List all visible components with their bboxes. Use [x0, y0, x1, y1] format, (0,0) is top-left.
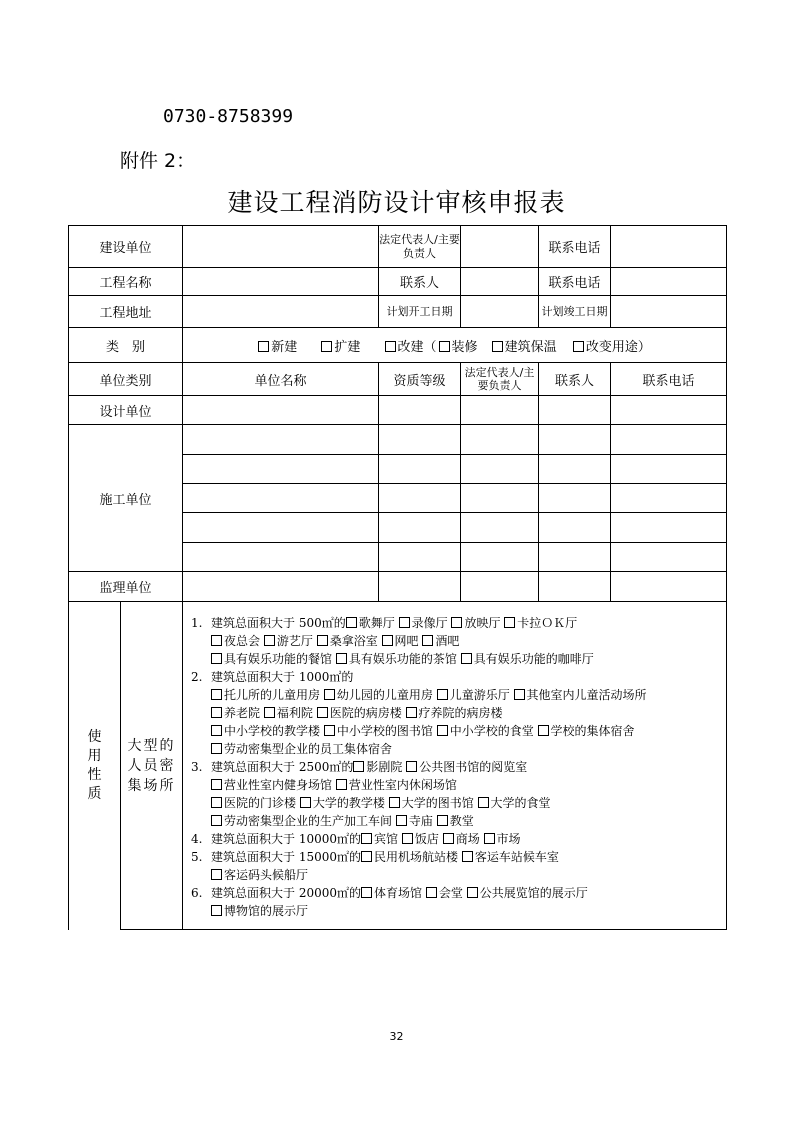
use-option-line	[191, 686, 726, 704]
use-option-line	[191, 740, 726, 758]
field-project-address[interactable]	[183, 296, 379, 328]
field-construction-phone[interactable]	[611, 513, 727, 543]
use-checkbox[interactable]	[336, 653, 347, 664]
use-checkbox[interactable]	[264, 635, 275, 646]
use-nature-char: 性	[87, 766, 102, 783]
option-change-use: 改变用途）	[585, 339, 651, 355]
use-checkbox[interactable]	[346, 617, 357, 628]
use-option-line	[191, 704, 726, 722]
use-checkbox[interactable]	[211, 779, 222, 790]
field-construction-contact[interactable]	[539, 543, 611, 572]
label-contact-phone: 联系电话	[539, 226, 611, 268]
use-group-heading	[191, 848, 726, 866]
field-supervision-qual[interactable]	[379, 572, 461, 602]
use-nature-char: 质	[87, 785, 102, 802]
use-option-label: 录像厅	[411, 616, 448, 630]
option-expand: 扩建	[334, 339, 361, 355]
use-checkbox[interactable]	[353, 761, 364, 772]
use-option-label: 商场	[455, 832, 480, 846]
field-construction-rep[interactable]	[461, 543, 539, 572]
use-option-label: 养老院	[224, 706, 261, 720]
use-option-line	[191, 776, 726, 794]
use-option-label: 托儿所的儿童用房	[224, 688, 321, 702]
use-option-line	[191, 794, 726, 812]
use-checkbox[interactable]	[478, 797, 489, 808]
checkbox-insulation[interactable]	[492, 341, 503, 352]
checkbox-expand[interactable]	[321, 341, 332, 352]
field-construction-qual[interactable]	[379, 543, 461, 572]
use-option-line	[191, 902, 726, 920]
use-checkbox[interactable]	[437, 689, 448, 700]
use-checkbox[interactable]	[467, 887, 478, 898]
label-project-address: 工程地址	[69, 296, 183, 328]
use-checkbox[interactable]	[300, 797, 311, 808]
use-group-heading	[191, 614, 726, 632]
use-option-label: 营业性室内健身场馆	[224, 778, 333, 792]
use-option-line	[191, 632, 726, 650]
header-contact: 联系人	[539, 363, 611, 396]
header-qualification: 资质等级	[379, 363, 461, 396]
use-option-label: 网吧	[394, 634, 419, 648]
use-option-label: 民用机场航站楼	[374, 850, 459, 864]
field-construction-name[interactable]	[183, 425, 379, 455]
use-checkbox[interactable]	[389, 797, 400, 808]
option-rebuild: 改建（	[397, 339, 437, 355]
field-contact-phone-2[interactable]	[611, 268, 727, 296]
header-legal-rep: 法定代表人/主要负责人	[461, 363, 539, 396]
use-group-number: 1.	[191, 616, 203, 630]
field-design-contact[interactable]	[539, 396, 611, 425]
field-construction-contact[interactable]	[539, 484, 611, 513]
use-option-label: 博物馆的展示厅	[224, 904, 309, 918]
use-checkbox[interactable]	[402, 833, 413, 844]
checkbox-new[interactable]	[258, 341, 269, 352]
phone-number: 0730-8758399	[163, 106, 294, 127]
use-option-label: 疗养院的病房楼	[418, 706, 503, 720]
use-nature-char: 使	[87, 728, 102, 745]
field-supervision-name[interactable]	[183, 572, 379, 602]
use-option-label: 大学的教学楼	[312, 796, 385, 810]
field-construction-qual[interactable]	[379, 455, 461, 484]
use-option-label: 医院的病房楼	[329, 706, 402, 720]
label-plan-finish: 计划竣工日期	[539, 296, 611, 328]
label-use-nature	[69, 602, 121, 930]
use-checkbox[interactable]	[211, 905, 222, 916]
field-construction-qual[interactable]	[379, 513, 461, 543]
header-unit-name: 单位名称	[183, 363, 379, 396]
label-contact-person: 联系人	[379, 268, 461, 296]
checkbox-change-use[interactable]	[573, 341, 584, 352]
use-option-label: 游艺厅	[276, 634, 313, 648]
use-option-label: 医院的门诊楼	[224, 796, 297, 810]
use-group-number: 4.	[191, 832, 203, 846]
use-checkbox[interactable]	[422, 635, 433, 646]
use-group-heading	[191, 830, 726, 848]
use-option-label: 其他室内儿童活动场所	[526, 688, 647, 702]
field-construction-rep[interactable]	[461, 425, 539, 455]
field-design-name[interactable]	[183, 396, 379, 425]
label-project-name: 工程名称	[69, 268, 183, 296]
use-option-label: 桑拿浴室	[329, 634, 378, 648]
use-option-label: 具有娱乐功能的咖啡厅	[473, 652, 594, 666]
field-construction-phone[interactable]	[611, 543, 727, 572]
header-phone: 联系电话	[611, 363, 727, 396]
use-option-label: 影剧院	[366, 760, 403, 774]
category-options	[183, 328, 727, 363]
use-checkbox[interactable]	[211, 743, 222, 754]
use-checkbox[interactable]	[324, 689, 335, 700]
use-checkbox[interactable]	[406, 761, 417, 772]
use-option-line	[191, 722, 726, 740]
use-group-text: 建筑总面积大于 500㎡的	[211, 616, 346, 630]
use-option-label: 寺庙	[408, 814, 433, 828]
field-build-unit[interactable]	[183, 226, 379, 268]
field-supervision-rep[interactable]	[461, 572, 539, 602]
use-option-label: 饭店	[414, 832, 439, 846]
field-contact-phone[interactable]	[611, 226, 727, 268]
use-checkbox[interactable]	[538, 725, 549, 736]
use-checkbox[interactable]	[361, 833, 372, 844]
use-checkbox[interactable]	[211, 869, 222, 880]
use-checkbox[interactable]	[514, 689, 525, 700]
field-construction-rep[interactable]	[461, 455, 539, 484]
field-supervision-phone[interactable]	[611, 572, 727, 602]
page-number: 32	[389, 1030, 404, 1043]
use-checkbox[interactable]	[336, 779, 347, 790]
use-checkbox[interactable]	[317, 635, 328, 646]
use-group-number: 3.	[191, 760, 203, 774]
field-construction-contact[interactable]	[539, 425, 611, 455]
use-option-label: 教堂	[449, 814, 474, 828]
field-construction-phone[interactable]	[611, 484, 727, 513]
label-category: 类 别	[69, 328, 183, 363]
use-group-number: 5.	[191, 850, 203, 864]
field-plan-finish[interactable]	[611, 296, 727, 328]
use-options	[183, 602, 727, 930]
use-option-label: 幼儿园的儿童用房	[336, 688, 433, 702]
use-option-label: 劳动密集型企业的员工集体宿舍	[224, 742, 393, 756]
field-construction-contact[interactable]	[539, 455, 611, 484]
field-design-rep[interactable]	[461, 396, 539, 425]
use-option-label: 客运车站候车室	[474, 850, 559, 864]
header-unit-type: 单位类别	[69, 363, 183, 396]
use-group-text: 建筑总面积大于 15000㎡的	[211, 850, 362, 864]
use-checkbox[interactable]	[361, 851, 372, 862]
use-checkbox[interactable]	[399, 617, 410, 628]
field-construction-name[interactable]	[183, 484, 379, 513]
use-option-label: 歌舞厅	[358, 616, 395, 630]
field-contact-person[interactable]	[461, 268, 539, 296]
label-design-unit: 设计单位	[69, 396, 183, 425]
use-checkbox[interactable]	[426, 887, 437, 898]
use-checkbox[interactable]	[211, 635, 222, 646]
use-option-label: 夜总会	[224, 634, 261, 648]
use-group-text: 建筑总面积大于 20000㎡的	[211, 886, 362, 900]
field-construction-rep[interactable]	[461, 484, 539, 513]
use-checkbox[interactable]	[396, 815, 407, 826]
use-checkbox[interactable]	[437, 725, 448, 736]
field-construction-qual[interactable]	[379, 425, 461, 455]
use-nature-text	[69, 728, 120, 804]
use-group-text: 建筑总面积大于 2500㎡的	[211, 760, 354, 774]
use-options-list	[191, 614, 726, 920]
use-checkbox[interactable]	[324, 725, 335, 736]
use-checkbox[interactable]	[211, 653, 222, 664]
field-construction-name[interactable]	[183, 513, 379, 543]
field-plan-start[interactable]	[461, 296, 539, 328]
field-construction-name[interactable]	[183, 455, 379, 484]
checkbox-rebuild[interactable]	[385, 341, 396, 352]
use-option-label: 儿童游乐厅	[449, 688, 510, 702]
label-construction-unit: 施工单位	[69, 425, 183, 572]
use-option-label: 中小学校的食堂	[449, 724, 534, 738]
use-option-label: 会堂	[438, 886, 463, 900]
use-option-line	[191, 812, 726, 830]
use-checkbox[interactable]	[406, 707, 417, 718]
label-crowded-place	[121, 602, 183, 930]
option-insulation: 建筑保温	[504, 339, 557, 355]
use-option-label: 学校的集体宿舍	[550, 724, 635, 738]
use-option-label: 公共图书馆的阅览室	[419, 760, 528, 774]
use-checkbox[interactable]	[361, 887, 372, 898]
use-option-label: 具有娱乐功能的茶馆	[348, 652, 457, 666]
use-option-label: 福利院	[276, 706, 313, 720]
use-option-label: 公共展览馆的展示厅	[479, 886, 588, 900]
use-group-text: 建筑总面积大于 10000㎡的	[211, 832, 362, 846]
label-supervision-unit: 监理单位	[69, 572, 183, 602]
use-checkbox[interactable]	[211, 689, 222, 700]
use-checkbox[interactable]	[462, 851, 473, 862]
use-option-label: 客运码头候船厅	[224, 868, 309, 882]
use-checkbox[interactable]	[461, 653, 472, 664]
field-legal-rep[interactable]	[461, 226, 539, 268]
use-option-label: 卡拉ＯＫ厅	[517, 616, 578, 630]
application-form-table	[68, 225, 727, 930]
use-option-label: 放映厅	[464, 616, 501, 630]
use-group-heading	[191, 884, 726, 902]
use-checkbox[interactable]	[211, 725, 222, 736]
label-contact-phone-2: 联系电话	[539, 268, 611, 296]
use-checkbox[interactable]	[382, 635, 393, 646]
use-option-label: 体育场馆	[374, 886, 423, 900]
field-construction-phone[interactable]	[611, 455, 727, 484]
field-construction-name[interactable]	[183, 543, 379, 572]
use-option-label: 劳动密集型企业的生产加工车间	[224, 814, 393, 828]
label-legal-rep: 法定代表人/主要负责人	[379, 226, 461, 268]
field-project-name[interactable]	[183, 268, 379, 296]
label-build-unit: 建设单位	[69, 226, 183, 268]
field-supervision-contact[interactable]	[539, 572, 611, 602]
option-new: 新建	[271, 339, 298, 355]
use-option-label: 大学的食堂	[490, 796, 551, 810]
field-construction-contact[interactable]	[539, 513, 611, 543]
use-option-label: 中小学校的图书馆	[336, 724, 433, 738]
use-option-label: 营业性室内休闲场馆	[348, 778, 457, 792]
use-group-text: 建筑总面积大于 1000㎡的	[211, 670, 354, 684]
field-design-phone[interactable]	[611, 396, 727, 425]
use-group-number: 6.	[191, 886, 203, 900]
use-option-label: 大学的图书馆	[401, 796, 474, 810]
attachment-label: 附件 2：	[120, 150, 196, 172]
use-option-label: 中小学校的教学楼	[224, 724, 321, 738]
field-construction-rep[interactable]	[461, 513, 539, 543]
use-option-label: 市场	[496, 832, 521, 846]
use-option-label: 宾馆	[374, 832, 399, 846]
use-checkbox[interactable]	[211, 797, 222, 808]
use-checkbox[interactable]	[211, 707, 222, 718]
use-checkbox[interactable]	[264, 707, 275, 718]
crowded-place-text: 大型的人员密集场所	[127, 737, 176, 794]
use-checkbox[interactable]	[484, 833, 495, 844]
use-option-line	[191, 650, 726, 668]
use-checkbox[interactable]	[504, 617, 515, 628]
use-group-heading	[191, 668, 726, 686]
use-checkbox[interactable]	[437, 815, 448, 826]
page-title: 建设工程消防设计审核申报表	[227, 188, 566, 217]
use-group-heading	[191, 758, 726, 776]
use-checkbox[interactable]	[451, 617, 462, 628]
use-checkbox[interactable]	[443, 833, 454, 844]
use-nature-char: 用	[87, 747, 102, 764]
use-checkbox[interactable]	[317, 707, 328, 718]
use-option-label: 酒吧	[435, 634, 460, 648]
use-checkbox[interactable]	[211, 815, 222, 826]
label-plan-start: 计划开工日期	[379, 296, 461, 328]
option-decoration: 装修	[451, 339, 478, 355]
field-construction-phone[interactable]	[611, 425, 727, 455]
field-design-qual[interactable]	[379, 396, 461, 425]
use-group-number: 2.	[191, 670, 203, 684]
use-option-line	[191, 866, 726, 884]
use-option-label: 具有娱乐功能的餐馆	[224, 652, 333, 666]
checkbox-decoration[interactable]	[439, 341, 450, 352]
field-construction-qual[interactable]	[379, 484, 461, 513]
